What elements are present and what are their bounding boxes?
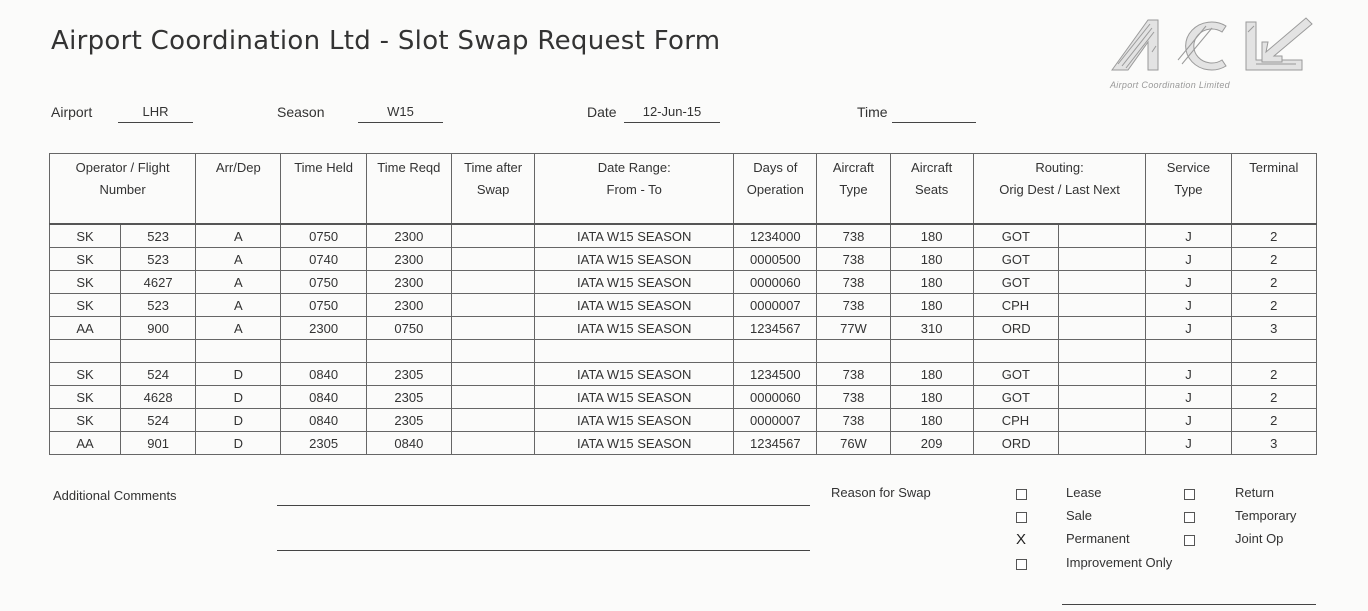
- arr-dep-cell[interactable]: D: [196, 363, 281, 386]
- col-time-after-swap: Time after Swap: [451, 154, 534, 225]
- flight-cell[interactable]: 4627: [121, 271, 196, 294]
- flight-cell[interactable]: 900: [121, 317, 196, 340]
- days-cell[interactable]: [734, 340, 817, 363]
- permanent-label: Permanent: [1066, 531, 1130, 546]
- sale-checkbox[interactable]: [1016, 512, 1027, 523]
- col-date-range: Date Range: From - To: [535, 154, 734, 225]
- logo-subtitle: Airport Coordination Limited: [1110, 80, 1230, 90]
- form-title: Airport Coordination Ltd - Slot Swap Request Form: [51, 26, 721, 56]
- operator-cell[interactable]: SK: [50, 363, 121, 386]
- temporary-label: Temporary: [1235, 508, 1297, 523]
- date-range-cell[interactable]: IATA W15 SEASON: [535, 317, 734, 340]
- days-cell[interactable]: 1234000: [734, 224, 817, 248]
- service-type-cell[interactable]: J: [1146, 363, 1231, 386]
- reason-label: Reason for Swap: [831, 485, 931, 500]
- flight-cell[interactable]: 523: [121, 248, 196, 271]
- service-type-cell[interactable]: J: [1146, 248, 1231, 271]
- aircraft-seats-cell[interactable]: [890, 340, 973, 363]
- season-field[interactable]: W15: [358, 104, 443, 123]
- comments-line-1[interactable]: [277, 505, 810, 506]
- operator-cell[interactable]: SK: [50, 271, 121, 294]
- time-held-cell[interactable]: 0750: [281, 294, 366, 317]
- routing-cell[interactable]: CPH: [973, 409, 1058, 432]
- terminal-cell[interactable]: 2: [1231, 224, 1316, 248]
- signature-line[interactable]: [1062, 604, 1316, 605]
- col-terminal: Terminal: [1231, 154, 1316, 225]
- routing-next-cell[interactable]: [1059, 294, 1146, 317]
- flight-cell[interactable]: 4628: [121, 386, 196, 409]
- date-range-cell[interactable]: IATA W15 SEASON: [535, 224, 734, 248]
- days-cell[interactable]: 0000500: [734, 248, 817, 271]
- time-reqd-cell[interactable]: 2305: [366, 409, 451, 432]
- routing-next-cell[interactable]: [1059, 224, 1146, 248]
- col-routing: Routing: Orig Dest / Last Next: [973, 154, 1146, 225]
- aircraft-type-cell[interactable]: 738: [817, 248, 890, 271]
- service-type-cell[interactable]: J: [1146, 409, 1231, 432]
- days-cell[interactable]: 1234567: [734, 432, 817, 455]
- days-cell[interactable]: 1234567: [734, 317, 817, 340]
- operator-cell[interactable]: AA: [50, 432, 121, 455]
- aircraft-type-cell[interactable]: [817, 340, 890, 363]
- time-reqd-cell[interactable]: 0840: [366, 432, 451, 455]
- table-header-row: [50, 154, 1317, 225]
- airport-label: Airport: [51, 104, 93, 120]
- joint-op-label: Joint Op: [1235, 531, 1284, 546]
- operator-cell[interactable]: SK: [50, 386, 121, 409]
- terminal-cell[interactable]: 2: [1231, 409, 1316, 432]
- time-after-swap-cell[interactable]: [451, 248, 534, 271]
- operator-cell[interactable]: [50, 340, 121, 363]
- time-reqd-cell[interactable]: [366, 340, 451, 363]
- flight-cell[interactable]: 524: [121, 363, 196, 386]
- table-row: [50, 409, 1317, 432]
- operator-cell[interactable]: SK: [50, 409, 121, 432]
- aircraft-type-cell[interactable]: 76W: [817, 432, 890, 455]
- time-held-cell[interactable]: 0750: [281, 271, 366, 294]
- table-row: [50, 248, 1317, 271]
- flight-cell[interactable]: 523: [121, 224, 196, 248]
- time-after-swap-cell[interactable]: [451, 340, 534, 363]
- operator-cell[interactable]: SK: [50, 248, 121, 271]
- return-checkbox[interactable]: [1184, 489, 1195, 500]
- slot-table: [49, 153, 1317, 455]
- date-range-cell[interactable]: IATA W15 SEASON: [535, 363, 734, 386]
- col-time-reqd: Time Reqd: [366, 154, 451, 225]
- arr-dep-cell[interactable]: [196, 340, 281, 363]
- col-operator-flight: Operator / Flight Number: [50, 154, 196, 225]
- table-row: [50, 363, 1317, 386]
- time-held-cell[interactable]: 0840: [281, 409, 366, 432]
- time-held-cell[interactable]: 2300: [281, 317, 366, 340]
- table-row: [50, 432, 1317, 455]
- joint-op-checkbox[interactable]: [1184, 535, 1195, 546]
- aircraft-seats-cell[interactable]: 310: [890, 317, 973, 340]
- date-range-cell[interactable]: IATA W15 SEASON: [535, 386, 734, 409]
- aircraft-type-cell[interactable]: 738: [817, 409, 890, 432]
- sale-label: Sale: [1066, 508, 1093, 523]
- terminal-cell[interactable]: 2: [1231, 363, 1316, 386]
- time-after-swap-cell[interactable]: [451, 363, 534, 386]
- time-after-swap-cell[interactable]: [451, 409, 534, 432]
- time-reqd-cell[interactable]: 2300: [366, 248, 451, 271]
- routing-next-cell[interactable]: [1059, 363, 1146, 386]
- aircraft-type-cell[interactable]: 738: [817, 224, 890, 248]
- table-row: [50, 317, 1317, 340]
- time-held-cell[interactable]: 0750: [281, 224, 366, 248]
- time-after-swap-cell[interactable]: [451, 271, 534, 294]
- time-after-swap-cell[interactable]: [451, 294, 534, 317]
- routing-cell[interactable]: GOT: [973, 248, 1058, 271]
- improvement-only-checkbox[interactable]: [1016, 559, 1027, 570]
- aircraft-seats-cell[interactable]: 180: [890, 294, 973, 317]
- aircraft-seats-cell[interactable]: 180: [890, 386, 973, 409]
- routing-next-cell[interactable]: [1059, 432, 1146, 455]
- routing-next-cell[interactable]: [1059, 317, 1146, 340]
- flight-cell[interactable]: 901: [121, 432, 196, 455]
- aircraft-seats-cell[interactable]: 209: [890, 432, 973, 455]
- arr-dep-cell[interactable]: A: [196, 317, 281, 340]
- time-label: Time: [857, 104, 888, 120]
- routing-cell[interactable]: [973, 340, 1058, 363]
- lease-label: Lease: [1066, 485, 1102, 500]
- routing-cell[interactable]: GOT: [973, 224, 1058, 248]
- days-cell[interactable]: 0000007: [734, 409, 817, 432]
- aircraft-seats-cell[interactable]: 180: [890, 248, 973, 271]
- routing-next-cell[interactable]: [1059, 271, 1146, 294]
- date-field[interactable]: 12-Jun-15: [624, 104, 720, 123]
- aircraft-seats-cell[interactable]: 180: [890, 409, 973, 432]
- time-held-cell[interactable]: 0840: [281, 363, 366, 386]
- routing-cell[interactable]: ORD: [973, 317, 1058, 340]
- time-after-swap-cell[interactable]: [451, 432, 534, 455]
- date-range-cell[interactable]: IATA W15 SEASON: [535, 294, 734, 317]
- terminal-cell[interactable]: 3: [1231, 432, 1316, 455]
- time-held-cell[interactable]: [281, 340, 366, 363]
- time-reqd-cell[interactable]: 2300: [366, 294, 451, 317]
- time-reqd-cell[interactable]: 2300: [366, 271, 451, 294]
- service-type-cell[interactable]: J: [1146, 224, 1231, 248]
- time-held-cell[interactable]: 0740: [281, 248, 366, 271]
- days-cell[interactable]: 0000007: [734, 294, 817, 317]
- col-aircraft-type: Aircraft Type: [817, 154, 890, 225]
- date-range-cell[interactable]: IATA W15 SEASON: [535, 432, 734, 455]
- service-type-cell[interactable]: J: [1146, 294, 1231, 317]
- arr-dep-cell[interactable]: A: [196, 224, 281, 248]
- airport-field[interactable]: LHR: [118, 104, 193, 123]
- date-label: Date: [587, 104, 617, 120]
- terminal-cell[interactable]: [1231, 340, 1316, 363]
- time-reqd-cell[interactable]: 2305: [366, 386, 451, 409]
- arr-dep-cell[interactable]: A: [196, 294, 281, 317]
- routing-next-cell[interactable]: [1059, 386, 1146, 409]
- date-range-cell[interactable]: [535, 340, 734, 363]
- aircraft-seats-cell[interactable]: 180: [890, 363, 973, 386]
- aircraft-type-cell[interactable]: 738: [817, 386, 890, 409]
- routing-next-cell[interactable]: [1059, 340, 1146, 363]
- time-field[interactable]: [892, 104, 976, 123]
- table-row: [50, 340, 1317, 363]
- table-row: [50, 294, 1317, 317]
- col-service-type: Service Type: [1146, 154, 1231, 225]
- arr-dep-cell[interactable]: D: [196, 386, 281, 409]
- aircraft-seats-cell[interactable]: 180: [890, 271, 973, 294]
- table-row: [50, 224, 1317, 248]
- col-aircraft-seats: Aircraft Seats: [890, 154, 973, 225]
- date-range-cell[interactable]: IATA W15 SEASON: [535, 248, 734, 271]
- days-cell[interactable]: 1234500: [734, 363, 817, 386]
- col-time-held: Time Held: [281, 154, 366, 225]
- service-type-cell[interactable]: J: [1146, 317, 1231, 340]
- operator-cell[interactable]: SK: [50, 294, 121, 317]
- routing-cell[interactable]: ORD: [973, 432, 1058, 455]
- table-row: [50, 271, 1317, 294]
- comments-line-2[interactable]: [277, 550, 810, 551]
- time-held-cell[interactable]: 2305: [281, 432, 366, 455]
- flight-cell[interactable]: 523: [121, 294, 196, 317]
- routing-next-cell[interactable]: [1059, 248, 1146, 271]
- aircraft-type-cell[interactable]: 738: [817, 271, 890, 294]
- improvement-only-label: Improvement Only: [1066, 555, 1173, 570]
- arr-dep-cell[interactable]: A: [196, 271, 281, 294]
- terminal-cell[interactable]: 2: [1231, 248, 1316, 271]
- comments-label: Additional Comments: [53, 488, 177, 503]
- time-after-swap-cell[interactable]: [451, 224, 534, 248]
- terminal-cell[interactable]: 2: [1231, 294, 1316, 317]
- service-type-cell[interactable]: [1146, 340, 1231, 363]
- lease-checkbox[interactable]: [1016, 489, 1027, 500]
- time-reqd-cell[interactable]: 2305: [366, 363, 451, 386]
- aircraft-type-cell[interactable]: 77W: [817, 317, 890, 340]
- arr-dep-cell[interactable]: D: [196, 432, 281, 455]
- col-arr-dep: Arr/Dep: [196, 154, 281, 225]
- season-label: Season: [277, 104, 325, 120]
- terminal-cell[interactable]: 2: [1231, 271, 1316, 294]
- return-label: Return: [1235, 485, 1275, 500]
- service-type-cell[interactable]: J: [1146, 432, 1231, 455]
- arr-dep-cell[interactable]: D: [196, 409, 281, 432]
- operator-cell[interactable]: AA: [50, 317, 121, 340]
- terminal-cell[interactable]: 2: [1231, 386, 1316, 409]
- time-held-cell[interactable]: 0840: [281, 386, 366, 409]
- terminal-cell[interactable]: 3: [1231, 317, 1316, 340]
- days-cell[interactable]: 0000060: [734, 271, 817, 294]
- flight-cell[interactable]: 524: [121, 409, 196, 432]
- operator-cell[interactable]: SK: [50, 224, 121, 248]
- service-type-cell[interactable]: J: [1146, 271, 1231, 294]
- routing-cell[interactable]: GOT: [973, 386, 1058, 409]
- col-days-of-operation: Days of Operation: [734, 154, 817, 225]
- time-reqd-cell[interactable]: 2300: [366, 224, 451, 248]
- routing-cell[interactable]: CPH: [973, 294, 1058, 317]
- temporary-checkbox[interactable]: [1184, 512, 1195, 523]
- permanent-checkbox[interactable]: X: [1015, 531, 1026, 548]
- arr-dep-cell[interactable]: A: [196, 248, 281, 271]
- time-reqd-cell[interactable]: 0750: [366, 317, 451, 340]
- routing-cell[interactable]: GOT: [973, 363, 1058, 386]
- flight-cell[interactable]: [121, 340, 196, 363]
- routing-cell[interactable]: GOT: [973, 271, 1058, 294]
- service-type-cell[interactable]: J: [1146, 386, 1231, 409]
- aircraft-seats-cell[interactable]: 180: [890, 224, 973, 248]
- aircraft-type-cell[interactable]: 738: [817, 294, 890, 317]
- time-after-swap-cell[interactable]: [451, 317, 534, 340]
- table-row: [50, 386, 1317, 409]
- date-range-cell[interactable]: IATA W15 SEASON: [535, 409, 734, 432]
- routing-next-cell[interactable]: [1059, 409, 1146, 432]
- days-cell[interactable]: 0000060: [734, 386, 817, 409]
- aircraft-type-cell[interactable]: 738: [817, 363, 890, 386]
- time-after-swap-cell[interactable]: [451, 386, 534, 409]
- date-range-cell[interactable]: IATA W15 SEASON: [535, 271, 734, 294]
